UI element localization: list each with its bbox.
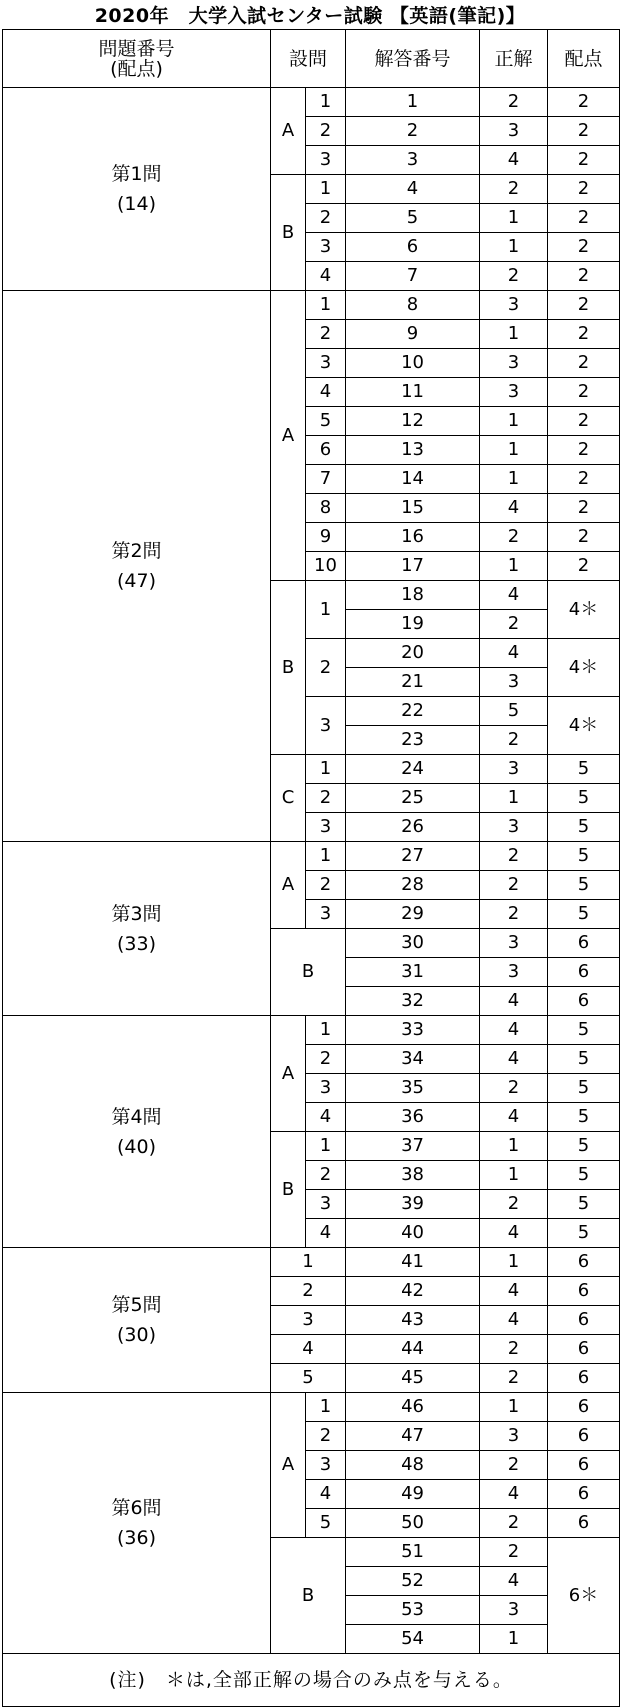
answer-number-cell: 1 [346, 88, 480, 117]
correct-answer-cell: 2 [480, 871, 548, 900]
correct-answer-cell: 2 [480, 88, 548, 117]
correct-answer-cell: 4 [480, 146, 548, 175]
correct-answer-cell: 4 [480, 1016, 548, 1045]
note-row [3, 1654, 620, 1707]
subquestion-cell: 1 [306, 842, 346, 871]
subquestion-cell: 3 [271, 1306, 346, 1335]
correct-answer-cell: 5 [480, 697, 548, 726]
subquestion-cell: 3 [306, 146, 346, 175]
subquestion-cell: 2 [306, 204, 346, 233]
points-cell: 6 [548, 1422, 620, 1451]
correct-answer-cell: 1 [480, 1132, 548, 1161]
answer-number-cell: 11 [346, 378, 480, 407]
answer-number-cell: 30 [346, 929, 480, 958]
subquestion-cell: 2 [306, 117, 346, 146]
points-cell: 5 [548, 1103, 620, 1132]
answer-number-cell: 5 [346, 204, 480, 233]
correct-answer-cell: 4 [480, 1306, 548, 1335]
subquestion-cell: 1 [306, 175, 346, 204]
header-mondai [3, 30, 271, 88]
correct-answer-cell: 2 [480, 1509, 548, 1538]
points-cell: 5 [548, 784, 620, 813]
correct-answer-cell: 2 [480, 523, 548, 552]
question-4-points: (40) [116, 1135, 156, 1158]
correct-answer-cell: 1 [480, 407, 548, 436]
points-cell: 6＊ [548, 1538, 620, 1654]
points-cell: 5 [548, 1190, 620, 1219]
points-cell: 6 [548, 1451, 620, 1480]
header-kaito: 解答番号 [346, 30, 480, 88]
answer-number-cell: 20 [346, 639, 480, 668]
answer-number-cell: 33 [346, 1016, 480, 1045]
points-cell: 2 [548, 146, 620, 175]
points-cell: 5 [548, 871, 620, 900]
points-cell: 6 [548, 1248, 620, 1277]
points-cell: 2 [548, 88, 620, 117]
answer-number-cell: 3 [346, 146, 480, 175]
points-cell: 5 [548, 813, 620, 842]
correct-answer-cell: 3 [480, 349, 548, 378]
correct-answer-cell: 3 [480, 755, 548, 784]
question-1-cell [3, 88, 271, 291]
subquestion-cell: 4 [306, 378, 346, 407]
question-3-cell [3, 842, 271, 1016]
points-cell: 4＊ [548, 697, 620, 755]
question-2-cell [3, 291, 271, 842]
answer-number-cell: 6 [346, 233, 480, 262]
subquestion-cell: 4 [306, 1103, 346, 1132]
correct-answer-cell: 4 [480, 1567, 548, 1596]
section-cell: A [271, 88, 306, 175]
table-row [3, 842, 620, 871]
table-row [3, 1393, 620, 1422]
answer-number-cell: 21 [346, 668, 480, 697]
correct-answer-cell: 3 [480, 929, 548, 958]
answer-number-cell: 36 [346, 1103, 480, 1132]
answer-number-cell: 41 [346, 1248, 480, 1277]
correct-answer-cell: 4 [480, 639, 548, 668]
question-4-name: 第4問 [111, 1105, 162, 1128]
correct-answer-cell: 1 [480, 1161, 548, 1190]
subquestion-cell: 5 [306, 407, 346, 436]
points-cell: 4＊ [548, 581, 620, 639]
correct-answer-cell: 4 [480, 494, 548, 523]
correct-answer-cell: 2 [480, 1335, 548, 1364]
answer-number-cell: 25 [346, 784, 480, 813]
answer-number-cell: 10 [346, 349, 480, 378]
correct-answer-cell: 1 [480, 320, 548, 349]
answer-number-cell: 43 [346, 1306, 480, 1335]
subquestion-cell: 1 [306, 1132, 346, 1161]
question-2-points: (47) [116, 570, 156, 592]
answer-number-cell: 7 [346, 262, 480, 291]
table-row [3, 1016, 620, 1045]
subquestion-cell: 4 [306, 1219, 346, 1248]
header-mondai-label: 問題番号 [98, 37, 175, 60]
question-6-points: (36) [116, 1527, 156, 1549]
answer-number-cell: 13 [346, 436, 480, 465]
correct-answer-cell: 4 [480, 581, 548, 610]
subquestion-cell: 2 [306, 639, 346, 697]
points-cell: 2 [548, 436, 620, 465]
subquestion-cell: 4 [271, 1335, 346, 1364]
correct-answer-cell: 1 [480, 784, 548, 813]
correct-answer-cell: 2 [480, 610, 548, 639]
answer-number-cell: 54 [346, 1625, 480, 1654]
subquestion-cell: 3 [306, 349, 346, 378]
answer-number-cell: 44 [346, 1335, 480, 1364]
correct-answer-cell: 2 [480, 726, 548, 755]
section-cell: B [271, 1538, 346, 1654]
answer-number-cell: 46 [346, 1393, 480, 1422]
answer-number-cell: 26 [346, 813, 480, 842]
points-cell: 2 [548, 291, 620, 320]
answer-number-cell: 17 [346, 552, 480, 581]
answer-number-cell: 53 [346, 1596, 480, 1625]
answer-number-cell: 38 [346, 1161, 480, 1190]
subquestion-cell: 3 [306, 1074, 346, 1103]
section-cell: A [271, 1393, 306, 1538]
correct-answer-cell: 3 [480, 117, 548, 146]
answer-number-cell: 9 [346, 320, 480, 349]
answer-number-cell: 12 [346, 407, 480, 436]
answer-number-cell: 37 [346, 1132, 480, 1161]
answer-number-cell: 14 [346, 465, 480, 494]
answer-number-cell: 18 [346, 581, 480, 610]
answer-number-cell: 42 [346, 1277, 480, 1306]
section-cell: B [271, 929, 346, 1016]
footnote: (注) ＊は,全部正解の場合のみ点を与える。 [3, 1654, 620, 1707]
correct-answer-cell: 1 [480, 233, 548, 262]
points-cell: 6 [548, 1335, 620, 1364]
points-cell: 6 [548, 987, 620, 1016]
subquestion-cell: 6 [306, 436, 346, 465]
points-cell: 5 [548, 1074, 620, 1103]
correct-answer-cell: 1 [480, 465, 548, 494]
answer-table [2, 29, 620, 1707]
correct-answer-cell: 4 [480, 1103, 548, 1132]
question-6-name: 第6問 [111, 1497, 162, 1519]
answer-number-cell: 31 [346, 958, 480, 987]
correct-answer-cell: 3 [480, 813, 548, 842]
points-cell: 6 [548, 1364, 620, 1393]
subquestion-cell: 1 [306, 1016, 346, 1045]
answer-number-cell: 45 [346, 1364, 480, 1393]
correct-answer-cell: 2 [480, 1538, 548, 1567]
correct-answer-cell: 1 [480, 1393, 548, 1422]
points-cell: 5 [548, 900, 620, 929]
subquestion-cell: 3 [306, 1451, 346, 1480]
subquestion-cell: 2 [306, 871, 346, 900]
question-4-cell [3, 1016, 271, 1248]
correct-answer-cell: 2 [480, 1190, 548, 1219]
correct-answer-cell: 3 [480, 958, 548, 987]
answer-number-cell: 48 [346, 1451, 480, 1480]
correct-answer-cell: 2 [480, 900, 548, 929]
correct-answer-cell: 3 [480, 668, 548, 697]
correct-answer-cell: 2 [480, 1074, 548, 1103]
subquestion-cell: 5 [306, 1509, 346, 1538]
answer-number-cell: 2 [346, 117, 480, 146]
points-cell: 6 [548, 1480, 620, 1509]
subquestion-cell: 3 [306, 1190, 346, 1219]
points-cell: 2 [548, 233, 620, 262]
question-2-name: 第2問 [111, 540, 162, 562]
question-3-name: 第3問 [111, 902, 162, 925]
answer-number-cell: 32 [346, 987, 480, 1016]
subquestion-cell: 3 [306, 813, 346, 842]
answer-number-cell: 52 [346, 1567, 480, 1596]
points-cell: 2 [548, 523, 620, 552]
answer-number-cell: 29 [346, 900, 480, 929]
answer-number-cell: 15 [346, 494, 480, 523]
points-cell: 5 [548, 842, 620, 871]
points-cell: 5 [548, 1132, 620, 1161]
subquestion-cell: 3 [306, 697, 346, 755]
points-cell: 5 [548, 1045, 620, 1074]
question-1-points: (14) [116, 193, 156, 215]
correct-answer-cell: 4 [480, 1480, 548, 1509]
points-cell: 2 [548, 494, 620, 523]
points-cell: 5 [548, 755, 620, 784]
subquestion-cell: 1 [306, 581, 346, 639]
answer-number-cell: 24 [346, 755, 480, 784]
correct-answer-cell: 4 [480, 987, 548, 1016]
subquestion-cell: 5 [271, 1364, 346, 1393]
points-cell: 2 [548, 378, 620, 407]
points-cell: 4＊ [548, 639, 620, 697]
question-6-cell [3, 1393, 271, 1654]
section-cell: B [271, 1132, 306, 1248]
correct-answer-cell: 1 [480, 204, 548, 233]
correct-answer-cell: 4 [480, 1219, 548, 1248]
points-cell: 2 [548, 117, 620, 146]
subquestion-cell: 4 [306, 1480, 346, 1509]
answer-number-cell: 4 [346, 175, 480, 204]
points-cell: 6 [548, 1277, 620, 1306]
points-cell: 6 [548, 1306, 620, 1335]
answer-number-cell: 39 [346, 1190, 480, 1219]
table-row [3, 88, 620, 117]
correct-answer-cell: 4 [480, 1277, 548, 1306]
subquestion-cell: 1 [306, 755, 346, 784]
correct-answer-cell: 2 [480, 175, 548, 204]
points-cell: 2 [548, 407, 620, 436]
correct-answer-cell: 1 [480, 1248, 548, 1277]
correct-answer-cell: 4 [480, 1045, 548, 1074]
points-cell: 6 [548, 958, 620, 987]
points-cell: 2 [548, 349, 620, 378]
answer-number-cell: 19 [346, 610, 480, 639]
table-row [3, 291, 620, 320]
correct-answer-cell: 3 [480, 378, 548, 407]
question-1-name: 第1問 [111, 163, 162, 185]
subquestion-cell: 3 [306, 233, 346, 262]
question-3-points: (33) [116, 932, 156, 955]
subquestion-cell: 4 [306, 262, 346, 291]
page-title: 2020年 大学入試センター試験 【英語(筆記)】 [94, 5, 526, 27]
subquestion-cell: 9 [306, 523, 346, 552]
points-cell: 5 [548, 1016, 620, 1045]
subquestion-cell: 7 [306, 465, 346, 494]
section-cell: C [271, 755, 306, 842]
points-cell: 2 [548, 465, 620, 494]
answer-number-cell: 49 [346, 1480, 480, 1509]
points-cell: 5 [548, 1161, 620, 1190]
subquestion-cell: 3 [306, 900, 346, 929]
answer-number-cell: 51 [346, 1538, 480, 1567]
correct-answer-cell: 2 [480, 1451, 548, 1480]
answer-number-cell: 35 [346, 1074, 480, 1103]
subquestion-cell: 2 [306, 1045, 346, 1074]
answer-number-cell: 23 [346, 726, 480, 755]
subquestion-cell: 1 [271, 1248, 346, 1277]
subquestion-cell: 1 [306, 88, 346, 117]
points-cell: 2 [548, 204, 620, 233]
correct-answer-cell: 2 [480, 1364, 548, 1393]
subquestion-cell: 2 [306, 1161, 346, 1190]
correct-answer-cell: 3 [480, 1596, 548, 1625]
answer-number-cell: 27 [346, 842, 480, 871]
correct-answer-cell: 1 [480, 436, 548, 465]
subquestion-cell: 2 [306, 1422, 346, 1451]
section-cell: A [271, 842, 306, 929]
question-5-cell [3, 1248, 271, 1393]
points-cell: 5 [548, 1219, 620, 1248]
correct-answer-cell: 2 [480, 842, 548, 871]
section-cell: B [271, 581, 306, 755]
question-5-points: (30) [116, 1324, 156, 1346]
header-seikai: 正解 [480, 30, 548, 88]
answer-number-cell: 8 [346, 291, 480, 320]
answer-number-cell: 16 [346, 523, 480, 552]
points-cell: 2 [548, 320, 620, 349]
answer-number-cell: 34 [346, 1045, 480, 1074]
correct-answer-cell: 1 [480, 1625, 548, 1654]
answer-number-cell: 47 [346, 1422, 480, 1451]
subquestion-cell: 2 [306, 784, 346, 813]
points-cell: 6 [548, 929, 620, 958]
subquestion-cell: 8 [306, 494, 346, 523]
points-cell: 2 [548, 175, 620, 204]
header-haiten: 配点 [548, 30, 620, 88]
section-cell: B [271, 175, 306, 291]
correct-answer-cell: 1 [480, 552, 548, 581]
header-mondai-points-label: (配点) [110, 57, 163, 80]
correct-answer-cell: 3 [480, 291, 548, 320]
section-cell: A [271, 291, 306, 581]
answer-number-cell: 50 [346, 1509, 480, 1538]
answer-number-cell: 28 [346, 871, 480, 900]
points-cell: 2 [548, 262, 620, 291]
section-cell: A [271, 1016, 306, 1132]
subquestion-cell: 10 [306, 552, 346, 581]
subquestion-cell: 2 [271, 1277, 346, 1306]
table-row [3, 1248, 620, 1277]
subquestion-cell: 1 [306, 291, 346, 320]
points-cell: 6 [548, 1393, 620, 1422]
points-cell: 6 [548, 1509, 620, 1538]
header-row [3, 30, 620, 88]
answer-number-cell: 40 [346, 1219, 480, 1248]
header-setsumon: 設問 [271, 30, 346, 88]
correct-answer-cell: 2 [480, 262, 548, 291]
subquestion-cell: 2 [306, 320, 346, 349]
answer-number-cell: 22 [346, 697, 480, 726]
subquestion-cell: 1 [306, 1393, 346, 1422]
points-cell: 2 [548, 552, 620, 581]
question-5-name: 第5問 [111, 1294, 162, 1316]
correct-answer-cell: 3 [480, 1422, 548, 1451]
